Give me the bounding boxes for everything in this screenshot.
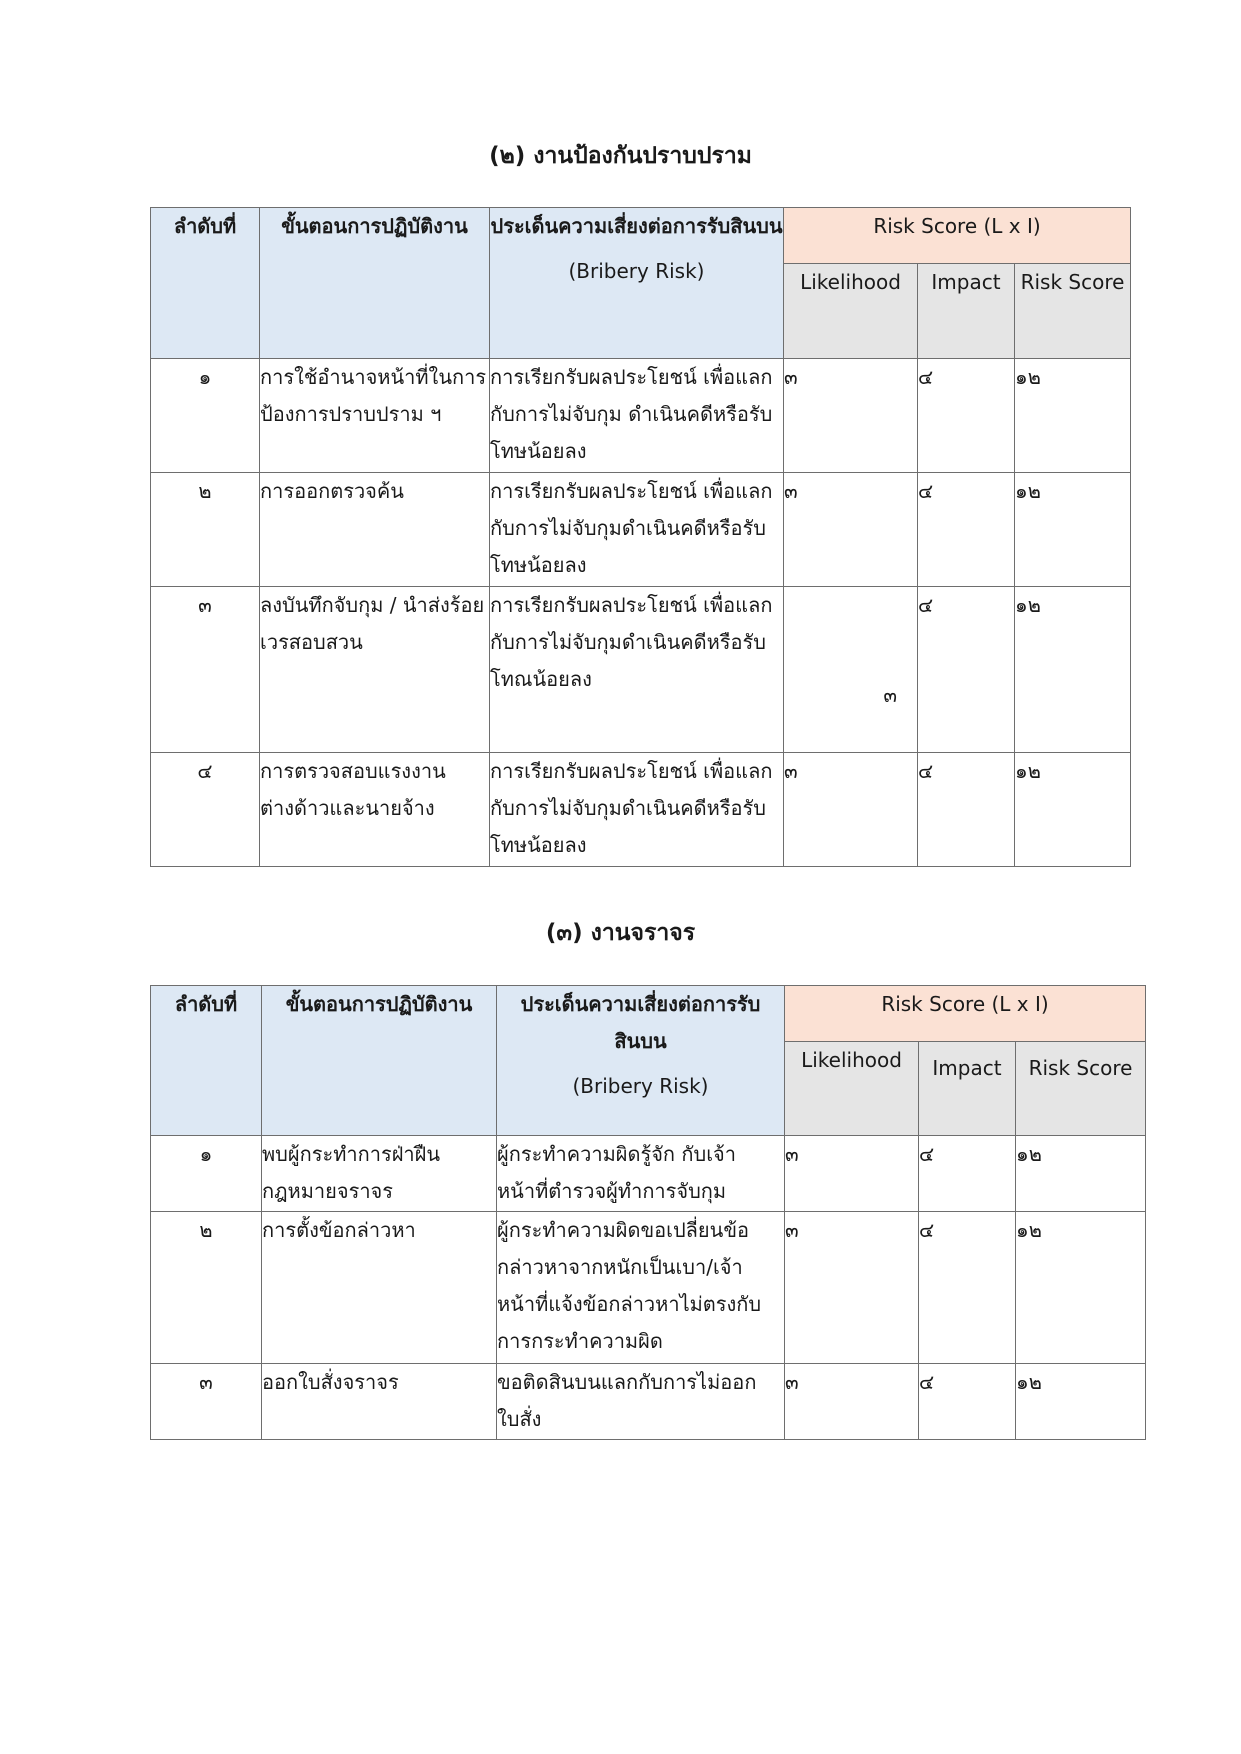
header-risk-score-group: Risk Score (L x I) [785,986,1146,1042]
header-risk-en: (Bribery Risk) [568,259,705,283]
header-risk-en: (Bribery Risk) [572,1074,709,1098]
row-number: ๒ [151,1212,262,1364]
row-step: พบผู้กระทำการฝ่าฝืนกฎหมายจราจร [262,1136,497,1212]
row-score: ๑๒ [1016,1136,1146,1212]
row-risk: การเรียกรับผลประโยชน์ เพื่อแลกกับการไม่จับกุม ดำเนินคดีหรือรับโทษน้อยลง [490,359,784,473]
row-step: ลงบันทึกจับกุม / นำส่งร้อยเวรสอบสวน [260,587,490,753]
row-impact: ๔ [918,587,1015,753]
header-risk [490,208,784,359]
table-row [151,1136,1146,1212]
row-impact: ๔ [919,1136,1016,1212]
row-score: ๑๒ [1015,359,1131,473]
row-risk: ขอติดสินบนแลกกับการไม่ออกใบสั่ง [497,1364,785,1440]
row-score: ๑๒ [1015,587,1131,753]
row-score: ๑๒ [1016,1212,1146,1364]
row-likelihood: ๓ [784,359,918,473]
row-risk: ผู้กระทำความผิดรู้จัก กับเจ้าหน้าที่ตำรวจผู้ทำการจับกุม [497,1136,785,1212]
row-likelihood [784,587,918,753]
table-row [151,473,1131,587]
row-impact: ๔ [918,753,1015,867]
header-no: ลำดับที่ [151,208,260,359]
header-risk-score: Risk Score [1016,1042,1146,1136]
risk-table-traffic [150,985,1146,1440]
row-impact: ๔ [919,1212,1016,1364]
row-step: การออกตรวจค้น [260,473,490,587]
section-2-title: (๒) งานป้องกันปราบปราม [489,143,752,169]
table-row [151,359,1131,473]
row-step: การตั้งข้อกล่าวหา [262,1212,497,1364]
header-risk-th: ประเด็นความเสี่ยงต่อการรับสินบน [490,214,783,238]
section-3-title: (๓) งานจราจร [545,920,696,946]
row-number: ๑ [151,359,260,473]
header-step: ขั้นตอนการปฏิบัติงาน [260,208,490,359]
row-step: ออกใบสั่งจราจร [262,1364,497,1440]
row-impact: ๔ [918,359,1015,473]
row-likelihood-value: ๓ [883,683,897,707]
header-likelihood: Likelihood [784,264,918,359]
table-row [151,753,1131,867]
row-number: ๑ [151,1136,262,1212]
header-impact: Impact [919,1042,1016,1136]
row-number: ๓ [151,1364,262,1440]
header-risk-th: ประเด็นความเสี่ยงต่อการรับสินบน [520,992,761,1053]
row-number: ๓ [151,587,260,753]
table-row [151,1364,1146,1440]
table-row [151,1212,1146,1364]
row-risk: การเรียกรับผลประโยชน์ เพื่อแลกกับการไม่จับกุมดำเนินคดีหรือรับโทณน้อยลง [490,587,784,753]
row-score: ๑๒ [1016,1364,1146,1440]
row-likelihood: ๓ [785,1364,919,1440]
table-row [151,587,1131,753]
row-score: ๑๒ [1015,473,1131,587]
header-step: ขั้นตอนการปฏิบัติงาน [262,986,497,1136]
header-risk-score-group: Risk Score (L x I) [784,208,1131,264]
row-likelihood: ๓ [784,753,918,867]
row-score: ๑๒ [1015,753,1131,867]
row-number: ๔ [151,753,260,867]
row-likelihood: ๓ [784,473,918,587]
row-impact: ๔ [918,473,1015,587]
row-risk: ผู้กระทำความผิดขอเปลี่ยนข้อกล่าวหาจากหนักเป็นเบา/เจ้าหน้าที่แจ้งข้อกล่าวหาไม่ตรงกับการกระทำความผิด [497,1212,785,1364]
header-risk [497,986,785,1136]
row-number: ๒ [151,473,260,587]
row-step: การใช้อำนาจหน้าที่ในการป้องการปราบปราม ฯ [260,359,490,473]
header-risk-score: Risk Score [1015,264,1131,359]
row-impact: ๔ [919,1364,1016,1440]
header-impact: Impact [918,264,1015,359]
row-risk: การเรียกรับผลประโยชน์ เพื่อแลกกับการไม่จับกุมดำเนินคดีหรือรับโทษน้อยลง [490,753,784,867]
header-likelihood: Likelihood [785,1042,919,1136]
header-no: ลำดับที่ [151,986,262,1136]
row-risk: การเรียกรับผลประโยชน์ เพื่อแลกกับการไม่จับกุมดำเนินคดีหรือรับโทษน้อยลง [490,473,784,587]
row-step: การตรวจสอบแรงงานต่างด้าวและนายจ้าง [260,753,490,867]
risk-table-prevention [150,207,1131,867]
row-likelihood: ๓ [785,1136,919,1212]
row-likelihood: ๓ [785,1212,919,1364]
